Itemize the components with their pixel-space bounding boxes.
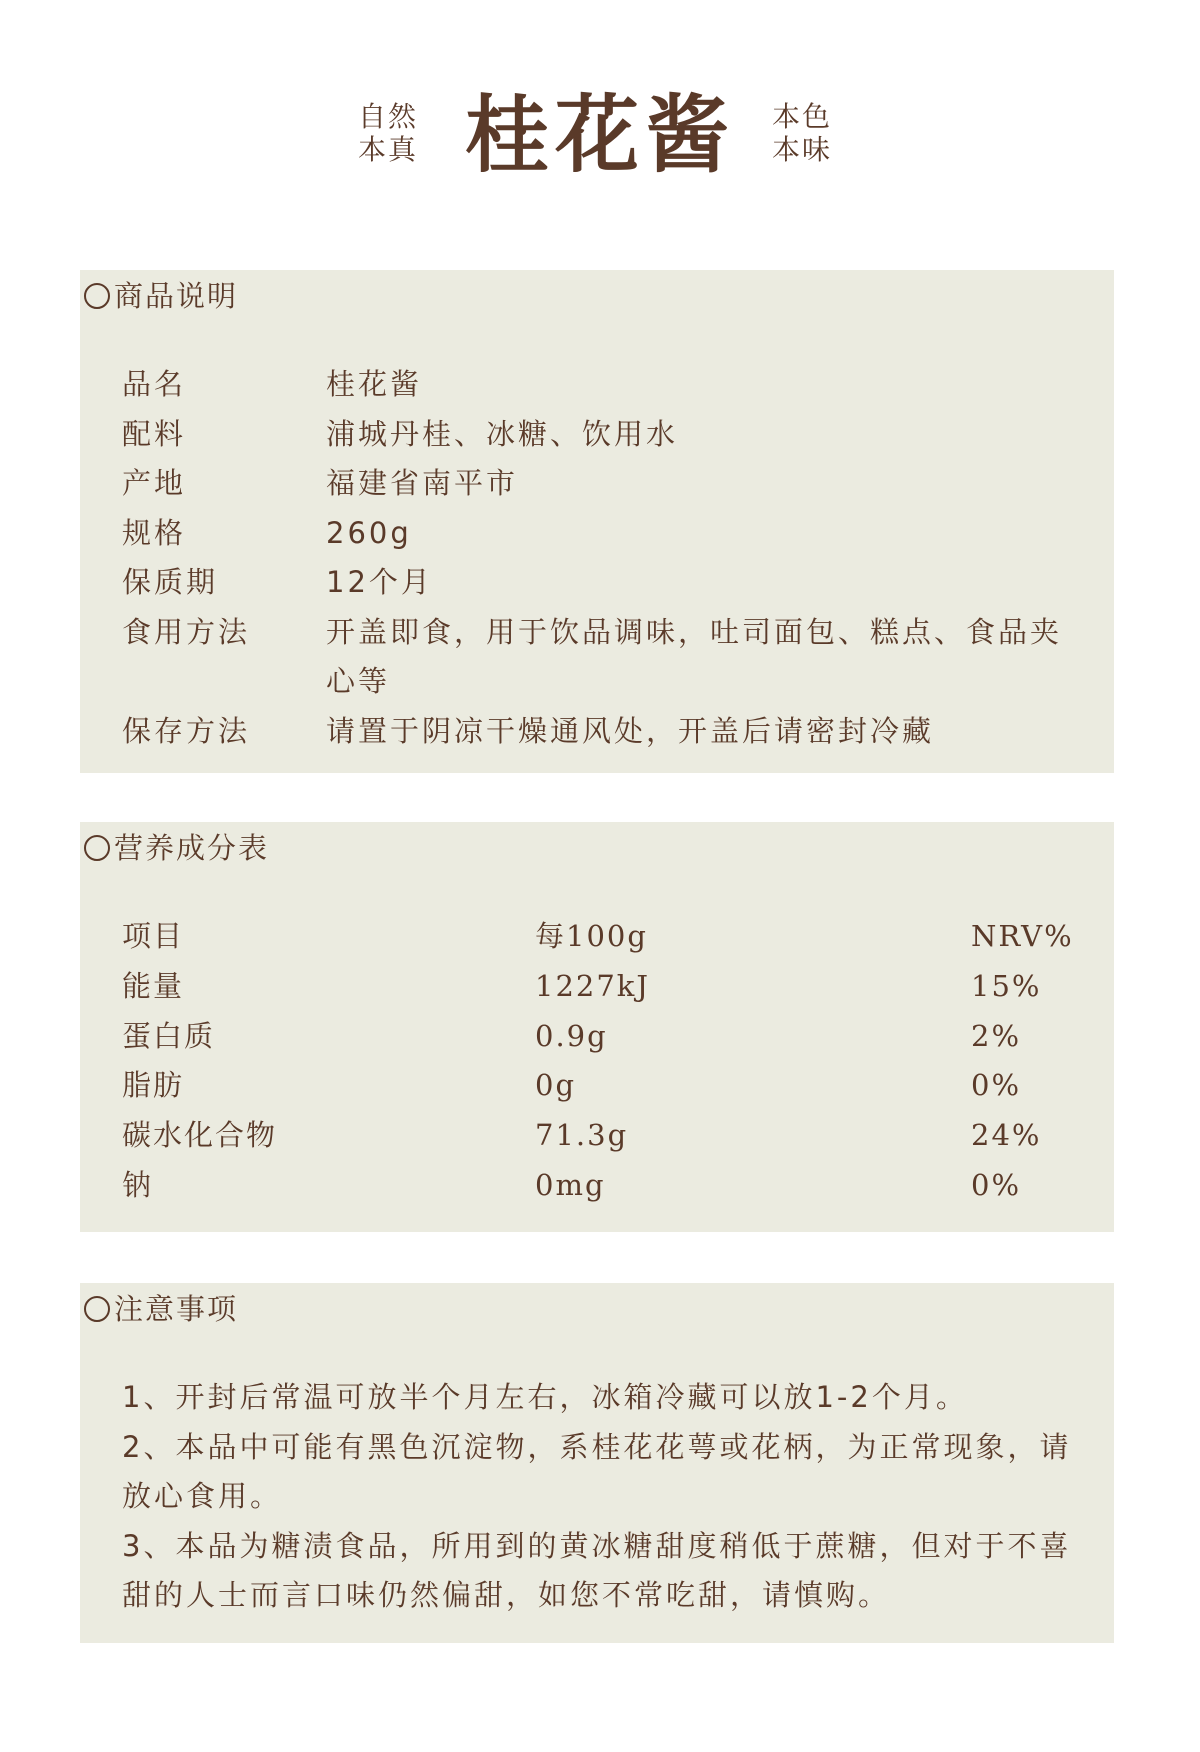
- nutrient-name: 钠: [122, 1167, 154, 1202]
- info-value: 开盖即食，用于饮品调味，吐司面包、糕点、食品夹心等: [326, 614, 1063, 698]
- nutrient-name: 脂肪: [122, 1068, 185, 1103]
- nutrient-amount: 0g: [535, 1068, 577, 1103]
- slogan-right-line-1: 本色: [772, 100, 833, 133]
- nutrient-amount: 71.3g: [535, 1118, 629, 1153]
- product-info-heading-text: 商品说明: [114, 279, 239, 313]
- nutrition-column-header: 项目: [122, 919, 185, 953]
- info-label: 配料: [122, 416, 187, 451]
- info-row: [122, 558, 1092, 608]
- nutrition-row: [122, 1111, 1092, 1161]
- nutrient-name: 能量: [122, 968, 185, 1003]
- nutrient-nrv: 15%: [971, 968, 1042, 1003]
- nutrition-column-header: 每100g: [535, 919, 648, 953]
- info-row: [122, 459, 1092, 509]
- info-row: [122, 360, 1092, 410]
- note-item: 3、本品为糖渍食品，所用到的黄冰糖甜度稍低于蔗糖，但对于不喜甜的人士而言口味仍然偏甜，如您不常吃甜，请慎购。: [122, 1528, 1072, 1612]
- nutrition-heading-text: 营养成分表: [114, 831, 270, 865]
- nutrition-table: [122, 912, 1092, 1211]
- note-item: 2、本品中可能有黑色沉淀物，系桂花花萼或花柄，为正常现象，请放心食用。: [122, 1429, 1072, 1513]
- nutrient-amount: 0mg: [535, 1167, 606, 1202]
- circle-bullet-icon: [84, 1296, 110, 1322]
- nutrition-row: [122, 1161, 1092, 1211]
- nutrient-nrv: 0%: [971, 1068, 1022, 1103]
- info-label: 保存方法: [122, 713, 251, 748]
- info-value: 桂花酱: [326, 367, 423, 401]
- page-title: 桂花酱: [465, 85, 736, 184]
- circle-bullet-icon: [84, 283, 110, 309]
- circle-bullet-icon: [84, 835, 110, 861]
- info-value: 260g: [326, 515, 412, 550]
- nutrition-panel: [80, 822, 1114, 1232]
- notes-heading-text: 注意事项: [114, 1292, 239, 1326]
- nutrition-row: [122, 1012, 1092, 1062]
- info-label: 产地: [122, 466, 187, 500]
- notes-heading: [84, 1289, 238, 1329]
- page-header: [0, 80, 1200, 190]
- info-value: 请置于阴凉干燥通风处，开盖后请密封冷藏: [326, 713, 935, 748]
- note-item: 1、开封后常温可放半个月左右，冰箱冷藏可以放1-2个月。: [122, 1380, 968, 1414]
- nutrition-heading: [84, 828, 269, 868]
- nutrition-row: [122, 962, 1092, 1012]
- notes-panel: [80, 1283, 1114, 1643]
- nutrition-header-row: [122, 912, 1092, 962]
- info-row: [122, 707, 1092, 757]
- nutrition-column-header: NRV%: [971, 919, 1074, 953]
- info-row: [122, 608, 1092, 707]
- slogan-left-line-2: 本真: [358, 133, 419, 166]
- slogan-left-line-1: 自然: [358, 100, 419, 133]
- info-value: 福建省南平市: [326, 466, 519, 500]
- nutrient-nrv: 24%: [971, 1118, 1042, 1153]
- info-value: 12个月: [326, 565, 433, 599]
- nutrient-nrv: 2%: [971, 1018, 1022, 1053]
- product-info-panel: [80, 270, 1114, 773]
- nutrient-name: 碳水化合物: [122, 1118, 278, 1153]
- slogan-right-line-2: 本味: [772, 133, 833, 166]
- info-label: 规格: [122, 515, 187, 550]
- slogan-right: [772, 100, 832, 166]
- info-label: 品名: [122, 367, 187, 401]
- info-label: 保质期: [122, 565, 219, 599]
- nutrition-row: [122, 1061, 1092, 1111]
- nutrient-name: 蛋白质: [122, 1018, 216, 1053]
- nutrient-nrv: 0%: [971, 1167, 1022, 1202]
- info-row: [122, 410, 1092, 460]
- notes-list: [122, 1373, 1097, 1621]
- info-label: 食用方法: [122, 614, 251, 649]
- nutrient-amount: 1227kJ: [535, 968, 651, 1003]
- info-value: 浦城丹桂、冰糖、饮用水: [326, 416, 679, 451]
- product-info-list: [122, 360, 1092, 756]
- nutrient-amount: 0.9g: [535, 1018, 608, 1053]
- info-row: [122, 509, 1092, 559]
- product-info-heading: [84, 276, 238, 316]
- slogan-left: [358, 100, 418, 166]
